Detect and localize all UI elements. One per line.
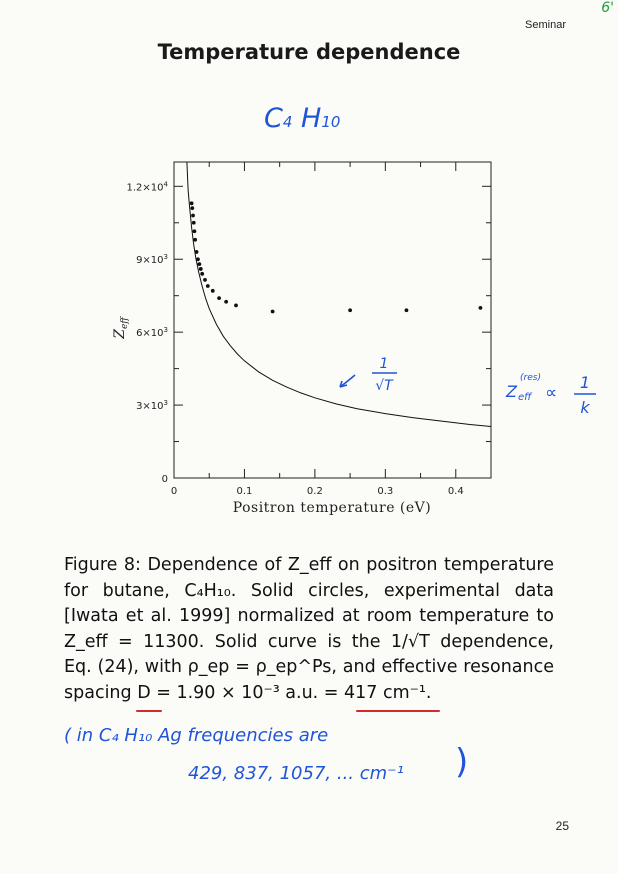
red-underline-d [136, 710, 162, 712]
x-axis-label: Positron temperature (eV) [232, 500, 432, 516]
hw-note-line-1: ( in C₄ H₁₀ Ag frequencies are [64, 725, 329, 746]
caption-line-1: Figure 8: Dependence of Z_eff on positron temperature [64, 555, 554, 575]
y-tick-labels [127, 180, 169, 485]
y-tick-label-exponent: 3 [163, 253, 168, 262]
hw-arrow-den: √T [375, 378, 393, 394]
x-tick-label: 0.1 [236, 486, 253, 497]
data-point [271, 310, 275, 314]
theory-curve-group [187, 157, 491, 426]
hw-note-paren: ) [455, 742, 469, 782]
hw-formula-num: 1 [579, 373, 591, 392]
caption-line-4: Z_eff = 11300. Solid curve is the 1/√T dependence, [64, 631, 554, 652]
margin-note: 6' [601, 0, 614, 16]
y-axis-label-sub: eff [120, 317, 130, 329]
caption-line-3: [Iwata et al. 1999] normalized at room temperature to [64, 606, 554, 626]
hw-molecule-sub2: 10 [321, 113, 341, 131]
data-point [199, 267, 203, 271]
hw-arrow-num: 1 [379, 356, 389, 372]
y-tick-label-exponent: 3 [163, 399, 168, 408]
y-tick-label [136, 253, 168, 266]
data-point [193, 238, 197, 242]
y-tick-label-exponent: 3 [163, 326, 168, 335]
figure-caption [64, 553, 554, 706]
x-tick-label: 0.4 [447, 486, 464, 497]
axis-ticks [174, 162, 491, 478]
data-point [192, 221, 196, 225]
data-point [191, 214, 195, 218]
y-tick-label [127, 180, 169, 193]
hw-formula-prop: ∝ [545, 383, 558, 403]
data-point [195, 250, 199, 254]
header-label: Seminar [525, 19, 566, 31]
zeff-temperature-chart [0, 150, 618, 530]
data-point [196, 257, 200, 261]
hw-formula-z: Z [506, 382, 517, 401]
x-tick-labels [171, 486, 464, 497]
hw-note-line-2: 429, 837, 1057, ... cm⁻¹ [188, 763, 404, 784]
y-tick-label [136, 399, 168, 412]
x-tick-label: 0.3 [377, 486, 394, 497]
y-axis-label [112, 316, 130, 340]
x-tick-label: 0.2 [306, 486, 323, 497]
red-underline-cm [356, 710, 440, 712]
data-point [197, 262, 201, 266]
data-point [211, 289, 215, 293]
page-title: Temperature dependence [157, 40, 461, 64]
data-points-group [190, 201, 483, 313]
hw-molecule-h: H [301, 103, 322, 134]
y-tick-label [162, 474, 168, 485]
y-tick-label-exponent: 4 [163, 180, 168, 189]
data-point [479, 306, 483, 310]
data-point [203, 278, 207, 282]
page-number: 25 [555, 819, 569, 833]
y-axis-label-main: Z [112, 328, 128, 339]
hw-molecule-c: C [264, 103, 283, 134]
data-point [206, 284, 210, 288]
y-tick-label-mantissa: 9×10 [136, 255, 164, 267]
chart [0, 150, 618, 530]
handwritten-molecule-label [264, 103, 340, 134]
data-point [200, 272, 204, 276]
theory-curve-line [187, 157, 491, 426]
data-point [190, 201, 194, 205]
data-point [224, 300, 228, 304]
hw-formula-sup: (res) [520, 373, 541, 383]
data-point [348, 308, 352, 312]
caption-line-6: spacing D = 1.90 × 10⁻³ a.u. = 417 cm⁻¹. [64, 682, 432, 703]
data-point [217, 296, 221, 300]
plot-frame [174, 162, 491, 478]
hw-arrow-line [340, 375, 355, 387]
y-tick-label-mantissa: 3×10 [136, 401, 164, 413]
x-tick-label: 0 [170, 486, 178, 497]
y-tick-label-mantissa: 0 [161, 474, 168, 485]
hw-formula-den: k [580, 398, 590, 417]
caption-line-2: for butane, C₄H₁₀. Solid circles, experimental data [64, 580, 554, 601]
data-point [193, 229, 197, 233]
y-tick-label [136, 326, 168, 339]
data-point [405, 308, 409, 312]
data-point [234, 304, 238, 308]
hw-formula-sub: eff [518, 392, 532, 403]
caption-line-5: Eq. (24), with ρ_ep = ρ_ep^Ps, and effective resonance [64, 657, 554, 677]
hw-molecule-sub1: 4 [282, 113, 293, 131]
y-tick-label-mantissa: 1.2×10 [126, 182, 164, 194]
y-tick-label-mantissa: 6×10 [136, 328, 164, 340]
data-point [190, 206, 194, 210]
